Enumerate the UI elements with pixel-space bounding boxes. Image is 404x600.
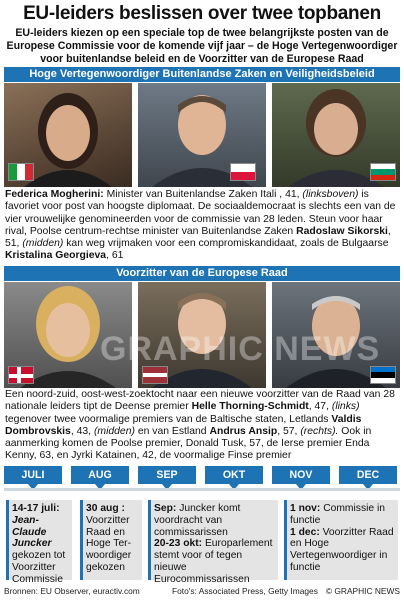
photo-mogherini <box>4 83 132 187</box>
name-sikorski: Radoslaw Sikorski <box>296 225 388 237</box>
page-title: EU-leiders beslissen over twee topbanen <box>23 3 381 24</box>
month-okt: OKT <box>205 466 263 484</box>
text-segment: is favoriet voor post van hoogste diplomaat. De sociaaldemocraat is slechts een van de vier vrouwelijke genomineerden voor de commissie van 28 leden. Steun voor haar rival, Poolse centrum-rechtse minister van Buitenlandse Zaken <box>5 189 396 237</box>
event-sep-okt <box>148 500 278 585</box>
event-text: gekozen tot Voorzitter Commissie <box>12 550 66 585</box>
text-segment: tegenover twee voormalige premiers van de Baltische staten, Letlands <box>5 413 332 425</box>
event-date: 1 dec: <box>290 526 320 538</box>
month-juli: JULI <box>4 466 62 484</box>
footer-photo-credits: Foto's: Associated Press, Getty Images <box>172 586 318 596</box>
paragraph-high-representative <box>5 189 399 263</box>
text-segment: kan weg vrijmaken voor een compromiskandidaat, zoals de Bulgaarse <box>63 238 389 250</box>
month-sep: SEP <box>138 466 196 484</box>
event-date: 20-23 okt: <box>154 538 203 550</box>
text-segment: Ook in aanmerking komen de Poolse premier, Donald Tusk, 57, de Ierse premier Enda Kenny, 63, en Jyrki Katainen, 42, de voormalige Finse premier <box>5 425 372 462</box>
name-thorning-schmidt: Helle Thorning-Schmidt <box>191 401 309 413</box>
event-text: Commissie in functie <box>290 503 385 526</box>
italy-flag-icon <box>8 163 34 181</box>
timeline-months <box>4 466 400 484</box>
event-august <box>80 500 142 580</box>
text-segment: , 47, <box>308 401 332 413</box>
text-segment: Een noord-zuid, oost-west-zoektocht naar een nieuwe voorzitter van de Raad van 28 nationale leiders tipt de Deense premier <box>5 389 395 413</box>
position-note: (links) <box>331 401 360 413</box>
event-date: 30 aug : <box>86 503 125 514</box>
event-text: Europarlement stemt voor of tegen nieuwe Eurocommissarissen <box>154 538 273 585</box>
event-date: 14-17 juli: <box>12 503 60 514</box>
timeline-line <box>4 488 400 491</box>
paragraph-council-president <box>5 389 399 463</box>
name-mogherini: Federica Mogherini: <box>5 189 104 200</box>
photo-georgieva <box>272 83 400 187</box>
poland-flag-icon <box>230 163 256 181</box>
footer-copyright: © GRAPHIC NEWS <box>325 586 400 596</box>
event-date: Sep: <box>154 503 177 514</box>
month-aug: AUG <box>71 466 129 484</box>
denmark-flag-icon <box>8 366 34 384</box>
text-segment: en van Estland <box>134 425 210 437</box>
footer-sources: Bronnen: EU Observer, euractiv.com <box>4 586 140 596</box>
position-note: (linksboven) <box>302 189 359 200</box>
name-juncker: Jean-Claude Juncker <box>12 514 52 550</box>
name-georgieva: Kristalina Georgieva <box>5 250 107 262</box>
photo-sikorski <box>138 83 266 187</box>
text-segment: , 61 <box>106 250 124 262</box>
name-dombrovskis: Valdis Dombrovskis <box>5 413 362 437</box>
text-segment: , 51, <box>5 225 391 250</box>
position-note: (midden) <box>22 238 64 250</box>
event-text: Voorzitter Raad en Hoge Vertegenwoordiger in functie <box>290 526 394 573</box>
event-nov-dec <box>284 500 398 580</box>
text-segment: , 43, <box>70 425 94 437</box>
event-date: 1 nov: <box>290 503 321 514</box>
section-heading-council-president: Voorzitter van de Europese Raad <box>4 266 400 281</box>
text-segment: Minister van Buitenlandse Zaken Itali , 41, <box>103 189 303 200</box>
position-note: (midden) <box>93 425 135 437</box>
watermark: GRAPHIC NEWS <box>100 330 381 368</box>
month-nov: NOV <box>272 466 330 484</box>
position-note: (rechts). <box>300 425 339 437</box>
month-dec: DEC <box>339 466 397 484</box>
event-july <box>6 500 72 585</box>
name-ansip: Andrus Ansip <box>209 425 278 437</box>
event-text: Voorzitter Raad en Hoge Ter-woordiger gekozen <box>86 514 132 573</box>
bulgaria-flag-icon <box>370 163 396 181</box>
event-text: Juncker komt voordracht van commissarissen <box>154 503 241 538</box>
text-segment: , 57, <box>277 425 301 437</box>
section-heading-high-representative: Hoge Vertegenwoordiger Buitenlandse Zaken en Veiligheidsbeleid <box>4 67 400 82</box>
page-subtitle: EU-leiders kiezen op een speciale top de twee belangrijkste posten van de Europese Commissie voor de komende vijf jaar – de Hoge Vertegenwoordiger voor buitenlandse beleid en de Voorzitter van de Europese Raad <box>6 27 398 65</box>
